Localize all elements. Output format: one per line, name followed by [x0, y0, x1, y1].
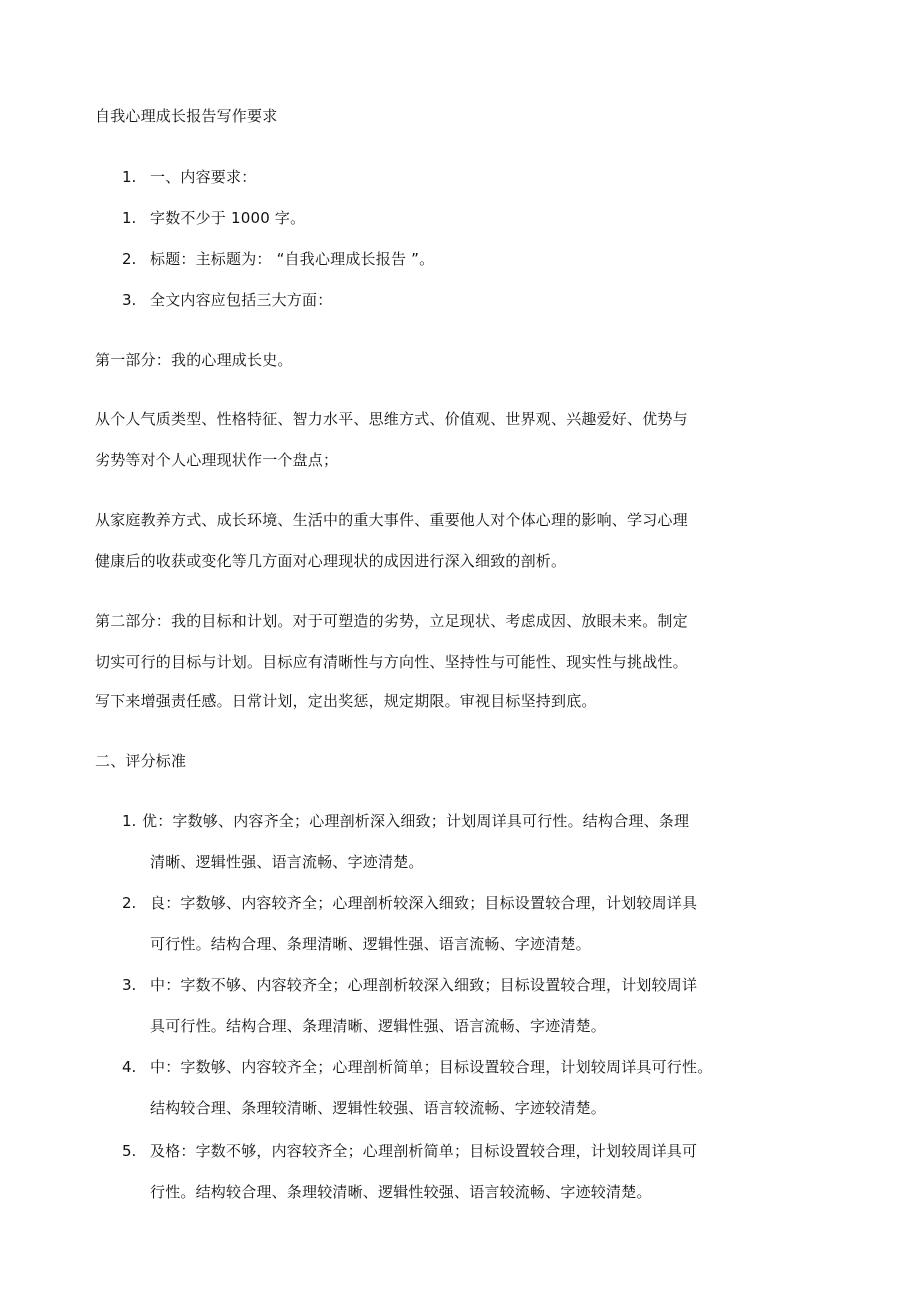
list-number: 1.: [122, 812, 137, 830]
part2-line: 第二部分：我的目标和计划。对于可塑造的劣势，立足现状、考虑成因、放眼未来。制定: [95, 612, 688, 630]
grading-item-line: 及格：字数不够，内容较齐全；心理剖析简单；目标设置较合理，计划较周详具可: [150, 1142, 698, 1160]
part2-line: 写下来增强责任感。日常计划，定出奖惩，规定期限。审视目标坚持到底。: [95, 692, 597, 710]
part2-line: 切实可行的目标与计划。目标应有清晰性与方向性、坚持性与可能性、现实性与挑战性。: [95, 653, 688, 671]
grading-item-line: 行性。结构较合理、条理较清晰、逻辑性较强、语言较流畅、字迹较清楚。: [150, 1183, 652, 1201]
grading-item-line: 具可行性。结构合理、条理清晰、逻辑性强、语言流畅、字迹清楚。: [150, 1017, 607, 1035]
list-number: 2.: [122, 894, 137, 912]
paragraph-line: 劣势等对个人心理现状作一个盘点；: [95, 451, 339, 469]
list-number: 5.: [122, 1142, 137, 1160]
list-number: 1.: [122, 209, 137, 227]
list-number: 3.: [122, 291, 137, 309]
grading-item-line: 可行性。结构合理、条理清晰、逻辑性强、语言流畅、字迹清楚。: [150, 935, 591, 953]
list-number: 2.: [122, 250, 137, 268]
list-item: 全文内容应包括三大方面：: [150, 291, 333, 309]
list-number: 4.: [122, 1058, 137, 1076]
section-heading-grading: 二、评分标准: [95, 752, 187, 770]
list-item: 标题：主标题为： “自我心理成长报告 ”。: [150, 250, 435, 268]
grading-item-line: 优：字数够、内容齐全；心理剖析深入细致；计划周详具可行性。结构合理、条理: [142, 812, 690, 830]
grading-item-line: 中：字数不够、内容较齐全；心理剖析较深入细致；目标设置较合理，计划较周详: [150, 976, 698, 994]
paragraph-line: 从个人气质类型、性格特征、智力水平、思维方式、价值观、世界观、兴趣爱好、优势与: [95, 410, 688, 428]
list-number: 3.: [122, 976, 137, 994]
grading-item-line: 良：字数够、内容较齐全；心理剖析较深入细致；目标设置较合理，计划较周详具: [150, 894, 698, 912]
section-heading-content: 一、内容要求：: [150, 168, 257, 186]
paragraph-line: 健康后的收获或变化等几方面对心理现状的成因进行深入细致的剖析。: [95, 552, 567, 570]
paragraph-line: 从家庭教养方式、成长环境、生活中的重大事件、重要他人对个体心理的影响、学习心理: [95, 511, 688, 529]
grading-item-line: 结构较合理、条理较清晰、逻辑性较强、语言较流畅、字迹较清楚。: [150, 1099, 607, 1117]
grading-item-line: 清晰、逻辑性强、语言流畅、字迹清楚。: [150, 853, 424, 871]
part1-heading: 第一部分：我的心理成长史。: [95, 351, 293, 369]
grading-item-line: 中：字数够、内容较齐全；心理剖析简单；目标设置较合理，计划较周详具可行性。: [150, 1058, 713, 1076]
list-item: 字数不少于 1000 字。: [150, 209, 306, 227]
list-number: 1.: [122, 168, 137, 186]
page-title: 自我心理成长报告写作要求: [95, 107, 278, 125]
